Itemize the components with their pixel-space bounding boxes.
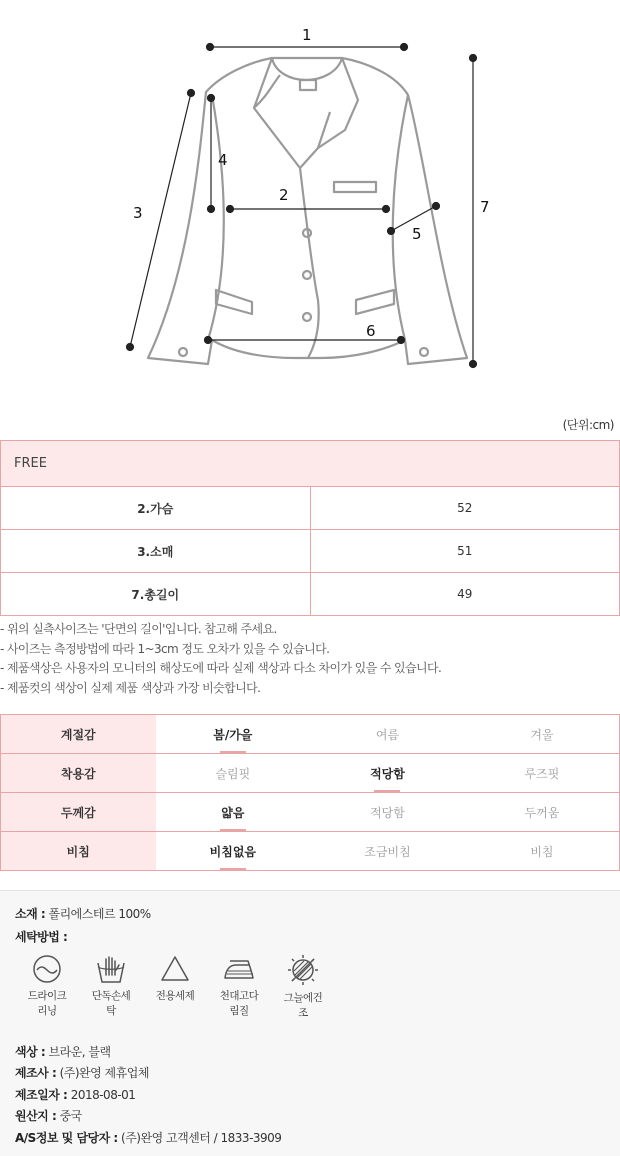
color-label: 색상 :: [15, 1045, 46, 1059]
attr-option: 여름: [310, 715, 465, 754]
material-label: 소재 :: [15, 907, 46, 921]
wash-caption: 전용세제: [155, 990, 195, 1002]
label-6: 6: [366, 322, 376, 340]
iron-cloth-icon: [222, 953, 256, 985]
wash-caption: 천대고다: [219, 990, 259, 1002]
wash-caption: 조: [298, 1007, 308, 1019]
size-name: FREE: [1, 441, 620, 487]
maker-label: 제조사 :: [15, 1066, 57, 1080]
wash-caption: 탁: [106, 1005, 116, 1017]
wash-item: [150, 953, 200, 1004]
attr-row-thickness: [1, 793, 620, 832]
wash-row: [15, 928, 67, 945]
label-4: 4: [218, 151, 228, 169]
material-value: 폴리에스테르 100%: [48, 907, 151, 921]
row-label: 2.가슴: [1, 487, 311, 530]
row-value: 51: [310, 530, 620, 573]
attr-row-season: [1, 715, 620, 754]
table-row: [1, 530, 620, 573]
product-info-panel: [0, 890, 620, 1156]
attr-option-selected: 봄/가을: [156, 715, 311, 754]
hand-wash-icon: [95, 953, 127, 985]
attr-row-sheer: [1, 832, 620, 871]
unit-label: (단위:cm): [562, 418, 614, 432]
attr-option: 슬림핏: [156, 754, 311, 793]
wash-label: 세탁방법 :: [15, 930, 68, 944]
label-3: 3: [133, 204, 143, 222]
size-header-row: [1, 441, 620, 487]
wash-item: [214, 953, 264, 1019]
measure-lines: [127, 44, 477, 368]
attr-category: 두께감: [1, 793, 156, 832]
attr-option-selected: 얇음: [156, 793, 311, 832]
note-line: - 제품컷의 색상이 실제 제품 색상과 가장 비슷합니다.: [0, 680, 261, 695]
wash-item: [86, 953, 136, 1019]
wash-item: [278, 953, 328, 1021]
attr-option: 적당함: [310, 793, 465, 832]
row-label: 3.소매: [1, 530, 311, 573]
date-row: [15, 1086, 135, 1103]
row-value: 52: [310, 487, 620, 530]
table-row: [1, 487, 620, 530]
as-row: [15, 1129, 281, 1146]
wash-item: [22, 953, 72, 1019]
wash-caption: 그늘에건: [283, 992, 323, 1004]
label-5: 5: [412, 225, 422, 243]
wash-caption: 단독손세: [91, 990, 131, 1002]
neutral-detergent-icon: [159, 953, 191, 985]
attr-option: 루즈핏: [465, 754, 620, 793]
as-label: A/S정보 및 담당자 :: [15, 1131, 118, 1145]
note-line: - 제품색상은 사용자의 모니터의 해상도에 따라 실제 색상과 다소 차이가 있을 수 있습니다.: [0, 661, 442, 675]
table-row: [1, 573, 620, 616]
attr-option: 비침: [465, 832, 620, 871]
jacket-measurement-diagram: [0, 0, 620, 410]
dry-clean-icon: [31, 953, 63, 985]
fit-attribute-table: [0, 714, 620, 871]
maker-value: (주)완영 제휴업체: [59, 1066, 149, 1080]
origin-row: [15, 1107, 82, 1124]
wash-caption: 리닝: [37, 1005, 57, 1017]
color-value: 브라운, 블랙: [48, 1045, 111, 1059]
row-label: 7.총길이: [1, 573, 311, 616]
note-line: - 위의 실측사이즈는 '단면의 길이'입니다. 참고해 주세요.: [0, 622, 277, 636]
label-2: 2: [279, 186, 289, 204]
date-value: 2018-08-01: [70, 1088, 136, 1102]
row-value: 49: [310, 573, 620, 616]
label-7: 7: [480, 198, 490, 216]
attr-category: 비침: [1, 832, 156, 871]
jacket-outline: [148, 58, 467, 364]
wash-caption: 드라이크: [27, 990, 67, 1002]
color-row: [15, 1043, 111, 1060]
attr-category: 계절감: [1, 715, 156, 754]
wash-caption: 림질: [229, 1005, 249, 1017]
attr-option: 두꺼움: [465, 793, 620, 832]
maker-row: [15, 1064, 149, 1081]
material-row: [15, 905, 151, 922]
shade-dry-icon: [286, 953, 320, 987]
size-table: [0, 440, 620, 616]
note-line: - 사이즈는 측정방법에 따라 1~3cm 정도 오차가 있을 수 있습니다.: [0, 641, 330, 656]
size-notes: [0, 620, 441, 698]
date-label: 제조일자 :: [15, 1088, 68, 1102]
attr-option-selected: 적당함: [310, 754, 465, 793]
attr-option-selected: 비침없음: [156, 832, 311, 871]
origin-label: 원산지 :: [15, 1109, 57, 1123]
attr-category: 착용감: [1, 754, 156, 793]
origin-value: 중국: [59, 1109, 82, 1123]
as-value: (주)완영 고객센터 / 1833-3909: [121, 1131, 282, 1145]
label-1: 1: [302, 26, 312, 44]
attr-option: 겨울: [465, 715, 620, 754]
attr-row-fit: [1, 754, 620, 793]
attr-option: 조금비침: [310, 832, 465, 871]
